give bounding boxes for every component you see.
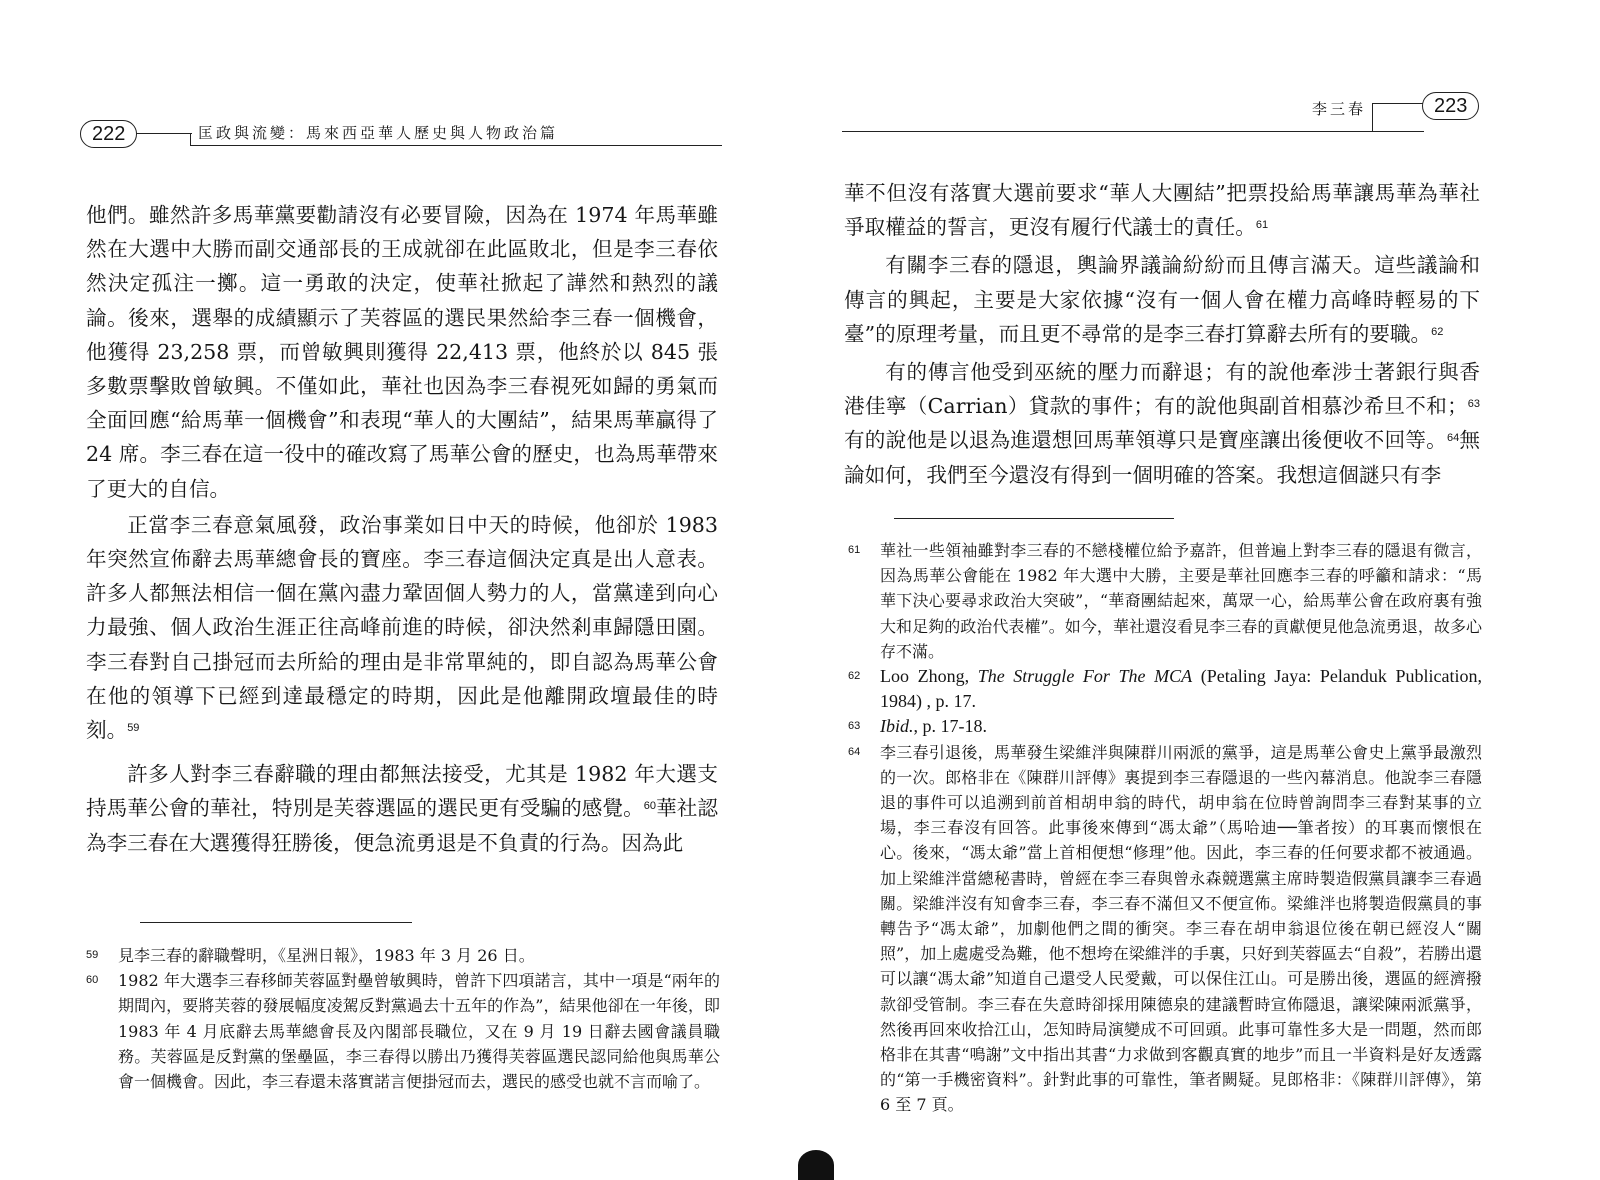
left-paragraph-2 [86,508,718,747]
binding-blot [798,1150,834,1180]
right-paragraph-2 [844,248,1480,351]
right-paragraph-3-c: 無論如何，我們至今還沒有得到一個明確的答案。我想這個謎只有李 [844,428,1481,487]
footnote-60-number: 60 [86,974,99,987]
right-body-text [844,176,1480,492]
footnote-62-number: 62 [848,670,861,683]
footnote-marker-59: 59 [127,722,140,735]
right-paragraph-3-a: 有的傳言他受到巫統的壓力而辭退；有的說他牽涉士著銀行與香港佳寧（Carrian）貸款的事件；有的說他與副首相慕沙希旦不和； [844,360,1480,419]
left-paragraph-2-text: 正當李三春意氣風發，政治事業如日中天的時候，他卻於 1983 年突然宣佈辭去馬華總會長的寶座。李三春這個決定真是出人意表。許多人都無法相信一個在黨內盡力鞏固個人勢力的人，當黨達到向心力最強、個人政治生涯正往高峰前進的時候，卻決然剎車歸隱田園。李三春對自己掛冠而去所給的理由是非常單純的，即自認為馬華公會在他的領導下已經到達最穩定的時期，因此是他離開政壇最佳的時刻。 [86,512,718,743]
right-page [800,0,1600,1179]
footnote-60 [86,968,720,1094]
footnote-marker-61: 61 [1255,219,1269,232]
footnote-60-text: 1982 年大選李三春移師芙蓉區對壘曾敏興時，曾許下四項諾言，其中一項是“兩年的期間內，要將芙蓉的發展幅度凌駕反對黨過去十五年的作為”，結果他卻在一年後，即 1983 年 4 月底辭去馬華總會長及內閣部長職位，又在 9 月 19 日辭去國會議員職務。芙蓉區是反對黨的堡壘區，李三春得以勝出乃獲得芙蓉區選民認同給他與馬華公會一個機會。因此，李三春還未落實諾言便掛冠而去，選民的感受也就不言而喻了。 [118,971,720,1092]
footnote-62 [848,664,1482,714]
footnote-marker-62: 62 [1431,325,1444,338]
footnote-59-number: 59 [86,949,99,961]
right-page-number: 223 [1422,92,1479,120]
left-paragraph-3 [86,757,718,860]
footnote-64-text: 李三春引退後，馬華發生梁維泮與陳群川兩派的黨爭，這是馬華公會史上黨爭最激烈的一次。郎格非在《陳群川評傳》裏提到李三春隱退的一些內幕消息。他說李三春隱退的事件可以追溯到前首相胡申翁的時代，胡申翁在位時曾詢問李三春對某事的立場，李三春沒有回答。此事後來傳到“馮太爺”（馬哈迪──筆者按）的耳裏而懷恨在心。後來，“馮太爺”當上首相便想“修理”他。因此，李三春的任何要求都不被通過。加上梁維泮當總秘書時，曾經在李三春與曾永森競選黨主席時製造假黨員讓李三春過關。梁維泮沒有知會李三春，李三春不滿但又不便宣佈。梁維泮也將製造假黨員的事轉告予“馮太爺”，加劇他們之間的衝突。李三春在胡申翁退位後在朝已經沒人“關照”，加上處處受為難，他不想垮在梁維泮的手裏，只好到芙蓉區去“自殺”，若勝出還可以讓“馮太爺”知道自己還受人民愛戴，可以保住江山。可是勝出後，選區的經濟撥款卻受管制。李三春在失意時卻採用陳德泉的建議暫時宣佈隱退，讓梁陳兩派黨爭，然後再回來收拾江山，怎知時局演變成不可回頭。此事可靠性多大是一問題，然而郎格非在其書“鳴謝”文中指出其書“力求做到客觀真實的地步”而且一半資料是好友透露的“第一手機密資料”。針對此事的可靠性，筆者闕疑。見郎格非：《陳群川評傳》，第 6 至 7 頁。 [880,742,1482,1115]
left-page [0,0,800,1179]
right-paragraph-1 [844,176,1480,244]
left-paragraph-1: 他們。雖然許多馬華黨要勸請沒有必要冒險，因為在 1974 年馬華雖然在大選中大勝而副交通部長的王成就卻在此區敗北，但是李三春依然決定孤注一擲。這一勇敢的決定，使華社掀起了譁然和熱烈的議論。後來，選舉的成績顯示了芙蓉區的選民果然給李三春一個機會，他獲得 23,258 票，而曾敏興則獲得 22,413 票，他終於以 845 張多數票擊敗曾敏興。不僅如此，華社也因為李三春視死如歸的勇氣而全面回應“給馬華一個機會”和表現“華人的大團結”，結果馬華贏得了 24 席。李三春在這一役中的確改寫了馬華公會的歷史，也為馬華帶來了更大的自信。 [86,203,718,501]
footnote-61 [848,538,1482,664]
footnote-61-number: 61 [848,544,861,556]
footnote-62-book-title: The Struggle For The MCA [977,666,1193,687]
footnote-63-ibid: Ibid. [880,716,914,737]
right-footnote-rule [894,518,1174,519]
footnote-61-text: 華社一些領袖雖對李三春的不戀棧權位給予嘉許，但普遍上對李三春的隱退有微言，因為馬華公會能在 1982 年大選中大勝，主要是華社回應李三春的呼籲和請求：“馬華下決心要尋求政治大突破”，“華裔團結起來，萬眾一心，給馬華公會在政府裏有強大和足夠的政治代表權”。如今，華社還沒看見李三春的貢獻便見他急流勇退，故多心存不滿。 [880,541,1482,661]
footnote-63-text-post: , p. 17-18. [913,716,987,737]
left-page-number: 222 [80,120,137,148]
footnote-59 [86,943,720,968]
left-paragraph-3-cont: 華社認為李三春在大選獲得狂勝後，便急流勇退是不負責的行為。因為此 [86,796,719,855]
left-header-rule-tick [190,133,191,145]
left-header-rule [132,133,192,134]
footnote-64 [848,740,1482,1118]
footnote-62-text-post: (Petaling Jaya: Pelanduk Publication, 1984) , p. 17. [880,666,1482,712]
right-header-rule-short [1372,103,1428,104]
left-paragraph-3-text: 許多人對李三春辭職的理由都無法接受，尤其是 1982 年大選支持馬華公會的華社，特別是芙蓉選區的選民更有受騙的感覺。 [86,762,718,821]
footnote-marker-64: 64 [1446,432,1460,445]
right-header-title: 李三春 [1312,100,1367,118]
footnote-59-text: 見李三春的辭職聲明，《星洲日報》，1983 年 3 月 26 日。 [118,946,535,965]
right-paragraph-3 [844,355,1480,492]
footnote-64-number: 64 [848,745,861,758]
footnote-marker-63: 63 [1467,398,1480,411]
left-footnote-rule [140,922,412,923]
right-footnotes [848,538,1482,1118]
left-header-title: 匡政與流變：馬來西亞華人歷史與人物政治篇 [198,124,559,142]
right-header-rule-long [842,131,1424,132]
right-header-rule-tick [1372,103,1373,131]
footnote-63 [848,714,1482,739]
right-paragraph-1-text: 華不但沒有落實大選前要求“華人大團結”把票投給馬華讓馬華為華社爭取權益的誓言，更沒有履行代議士的責任。 [844,181,1480,240]
right-paragraph-3-b: 有的說他是以退為進還想回馬華領導只是寶座讓出後便收不回等。 [844,428,1447,453]
left-body-text [86,198,718,860]
left-footnotes [86,943,720,1094]
footnote-62-text-pre: Loo Zhong, [880,666,978,687]
footnote-63-number: 63 [848,720,861,733]
footnote-marker-60: 60 [643,800,657,813]
left-header-rule-long [190,145,722,146]
right-paragraph-2-text: 有關李三春的隱退，輿論界議論紛紛而且傳言滿天。這些議論和傳言的興起，主要是大家依據“沒有一個人會在權力高峰時輕易的下臺”的原理考量，而且更不尋常的是李三春打算辭去所有的要職。 [844,253,1480,346]
